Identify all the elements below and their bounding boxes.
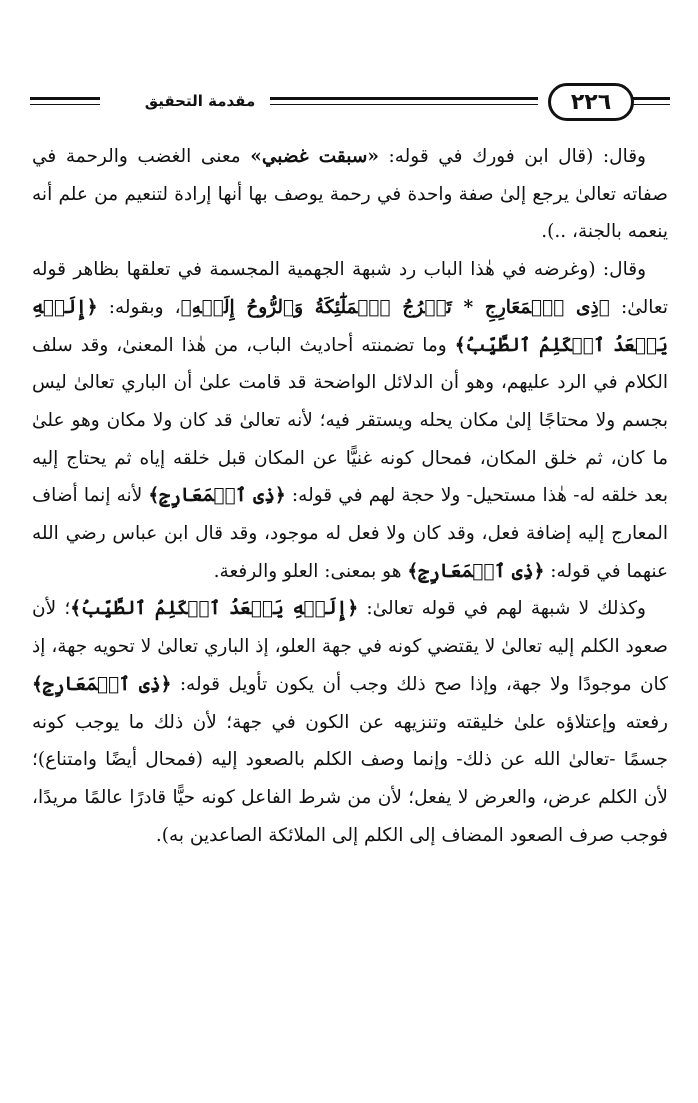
p2-verse-2: ﴿إِلَيۡهِ يَصۡعَدُ ٱلۡكَلِمُ ٱلطَّيِّبُ﴾ — [32, 296, 668, 356]
p2-text-b: ، وبقوله: — [97, 296, 181, 318]
p3-text-b: ؛ لأن صعود الكلم إليه تعالىٰ لا يقتضي كونه في جهة العلو، إذ الباري تعالىٰ لا تحويه جهة، إذ كان موجودًا ولا جهة، وإذا صح ذلك وجب أن يكون تأويل قوله: — [32, 598, 669, 695]
paragraph-1 — [32, 138, 668, 251]
p3-verse-2: ﴿ذِى ٱلۡمَعَارِجِ﴾ — [32, 673, 172, 695]
p2-text-a: وقال: (وغرضه في هٰذا الباب رد شبهة الجهمية المجسمة في تعلقها بظاهر قوله تعالىٰ: — [32, 259, 668, 318]
p2-verse-3: ﴿ذِى ٱلۡمَعَارِجِ﴾ — [148, 485, 286, 507]
p1-hadith-quote: «سبقت غضبي» — [250, 146, 379, 167]
running-header — [30, 82, 670, 126]
p2-text-c: وما تضمنته أحاديث الباب، من هٰذا المعنىٰ، وقد سلف الكلام في الرد عليهم، وهو أن الدلائل الواضحة قد قامت علىٰ أن الباري تعالىٰ ليس بجسم ولا محتاجًا إلىٰ مكان يحله ويستقر فيه؛ لأنه تعالىٰ قد كان ولا مكان وهو علىٰ ما كان، ثم خلق المكان، فمحال كونه غنيًّا عن المكان قبل خلقه إياه ثم يحتاج إليه بعد خلقه له- هٰذا مستحيل- ولا حجة لهم في قوله: — [32, 334, 668, 507]
p3-text-c: رفعته وإعتلاؤه علىٰ خليقته وتنزيهه عن الكون في جهة؛ لأن ذلك ما يوجب كونه جسمًا -تعالىٰ الله عن ذلك- وإنما وصف الكلم بالصعود إليه (فمحال أيضًا وامتناع)؛ لأن الكلم عرض، والعرض لا يفعل؛ لأن من شرط الفاعل كونه حيًّا قادرًا عالمًا مريدًا، فوجب صرف الصعود المضاف إلى الكلم إلى الملائكة الصاعدين به). — [32, 711, 668, 846]
paragraph-3 — [32, 590, 668, 854]
page-number: ٢٢٦ — [548, 83, 634, 121]
p1-text-b: معنى الغضب والرحمة في صفاته تعالىٰ يرجع إلىٰ صفة واحدة في رحمة يوصف بها أنها إرادة لتنعيم من علم أنه ينعمه بالجنة، ..). — [32, 146, 668, 243]
body-text — [32, 138, 668, 854]
p2-verse-4: ﴿ذِى ٱلۡمَعَارِجِ﴾ — [407, 560, 545, 582]
header-rule-left-thin — [30, 104, 100, 105]
p2-text-d: لأنه إنما أضاف المعارج إليه إضافة فعل، وقد كان ولا فعل له موجود، وقد قال ابن عباس رضي الله عنهما في قوله: — [32, 485, 668, 582]
p1-text-a: وقال: (قال ابن فورك في قوله: — [378, 146, 646, 167]
p3-verse-1: ﴿إِلَيۡهِ يَصۡعَدُ ٱلۡكَلِمُ ٱلطَّيِّبُ﴾ — [70, 598, 359, 620]
p2-verse-1: ﴿ذِى ٱلۡمَعَارِجِ * تَعۡرُجُ ٱلۡمَلَٰٓئِكَةُ وَٱلرُّوحُ إِلَيۡهِ﴾ — [180, 296, 610, 318]
section-title: مقدمة التحقيق — [130, 92, 270, 110]
p2-text-e: هو بمعنى: العلو والرفعة. — [213, 560, 408, 582]
paragraph-2 — [32, 251, 668, 590]
header-rule-left-thick — [30, 97, 100, 100]
p3-text-a: وكذلك لا شبهة لهم في قوله تعالىٰ: — [358, 598, 646, 620]
